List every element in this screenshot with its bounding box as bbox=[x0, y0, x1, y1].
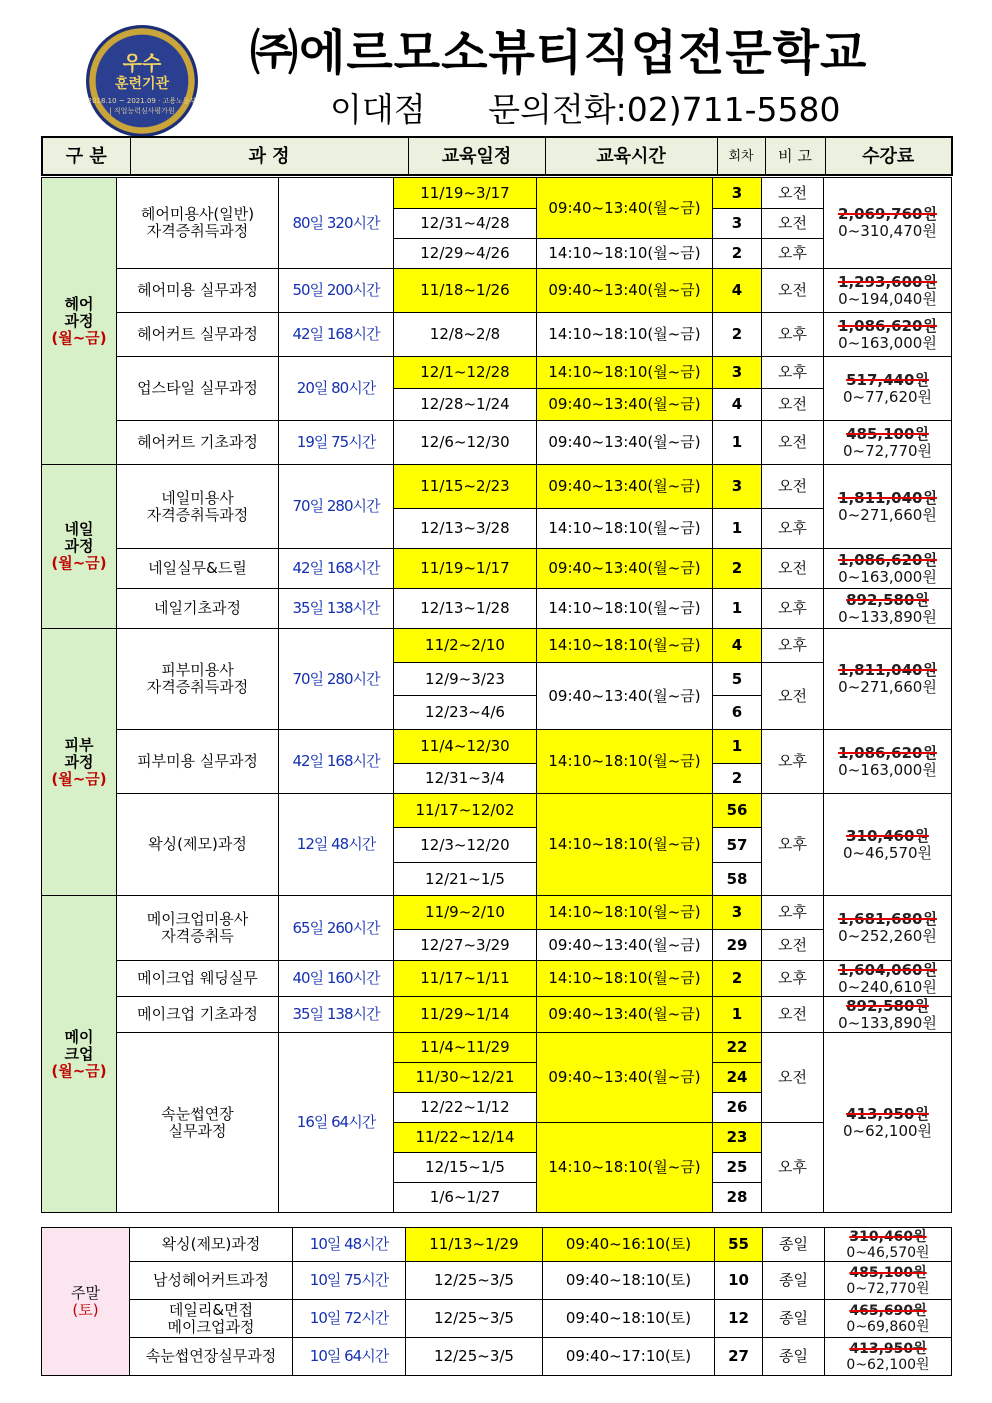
fee-cell bbox=[824, 794, 952, 896]
course-duration: 65일 260시간 bbox=[279, 896, 394, 961]
class-time: 14:10~18:10(월~금) bbox=[537, 509, 713, 549]
session-note: 오전 bbox=[762, 465, 824, 509]
col-session: 회차 bbox=[717, 137, 765, 175]
session-number: 1 bbox=[713, 589, 762, 629]
schedule-date: 11/30~12/21 bbox=[394, 1063, 537, 1093]
schedule-date: 11/4~11/29 bbox=[394, 1033, 537, 1063]
course-duration: 35일 138시간 bbox=[279, 997, 394, 1033]
badge-line1: 우수 bbox=[122, 51, 162, 75]
course-duration: 19일 75시간 bbox=[279, 421, 394, 465]
schedule-date: 12/3~12/20 bbox=[394, 828, 537, 863]
course-name: 피부미용사 자격증취득과정 bbox=[117, 629, 279, 730]
session-number: 29 bbox=[713, 930, 762, 961]
course-name: 데일리&면접 메이크업과정 bbox=[130, 1300, 293, 1338]
schedule-date: 12/8~2/8 bbox=[394, 313, 537, 357]
original-fee: 465,690원 bbox=[849, 1302, 927, 1319]
course-duration: 20일 80시간 bbox=[279, 357, 394, 421]
session-note: 오후 bbox=[762, 896, 824, 930]
original-fee: 310,460원 bbox=[846, 826, 929, 845]
session-note: 오후 bbox=[762, 961, 824, 997]
subsidized-fee: 0~240,610원 bbox=[838, 977, 937, 996]
session-number: 5 bbox=[713, 663, 762, 696]
session-note: 오후 bbox=[762, 239, 824, 269]
subsidized-fee: 0~46,570원 bbox=[842, 843, 933, 862]
schedule-date: 12/15~1/5 bbox=[394, 1153, 537, 1183]
excellent-training-badge bbox=[86, 25, 198, 137]
category-name: 피부 bbox=[64, 735, 94, 754]
school-title: ㈜에르모소뷰티직업전문학교 bbox=[250, 25, 868, 81]
fee-cell bbox=[824, 896, 952, 961]
class-time: 09:40~13:40(월~금) bbox=[537, 269, 713, 313]
class-time: 09:40~13:40(월~금) bbox=[537, 997, 713, 1033]
table-row bbox=[42, 357, 952, 389]
category-days: (월~금) bbox=[51, 328, 107, 347]
fee-cell bbox=[825, 1262, 952, 1300]
original-fee: 413,950원 bbox=[849, 1340, 927, 1357]
session-note: 오후 bbox=[762, 730, 824, 794]
session-number: 10 bbox=[715, 1262, 763, 1300]
session-number: 2 bbox=[713, 549, 762, 589]
original-fee: 1,086,620원 bbox=[838, 316, 937, 335]
phone-number: 문의전화:02)711-5580 bbox=[488, 90, 841, 129]
session-note: 오후 bbox=[762, 629, 824, 663]
session-note: 오전 bbox=[762, 930, 824, 961]
table-row bbox=[42, 269, 952, 313]
category-name-2: 과정 bbox=[64, 537, 94, 555]
class-time: 14:10~18:10(월~금) bbox=[537, 313, 713, 357]
session-number: 57 bbox=[713, 828, 762, 863]
session-number: 26 bbox=[713, 1093, 762, 1123]
table-row bbox=[42, 1033, 952, 1063]
schedule-date: 11/19~3/17 bbox=[394, 178, 537, 209]
subsidized-fee: 0~72,770원 bbox=[842, 441, 933, 460]
subsidized-fee: 0~163,000원 bbox=[838, 567, 937, 586]
category-name-2: 과정 bbox=[64, 311, 94, 330]
subsidized-fee: 0~194,040원 bbox=[838, 289, 937, 308]
subsidized-fee: 0~271,660원 bbox=[838, 505, 937, 524]
session-note: 오전 bbox=[762, 549, 824, 589]
course-name: 남성헤어커트과정 bbox=[130, 1262, 293, 1300]
fee-cell bbox=[824, 997, 952, 1033]
col-time: 교육시간 bbox=[545, 137, 717, 175]
session-note: 오후 bbox=[762, 1123, 824, 1213]
class-time: 14:10~18:10(월~금) bbox=[537, 794, 713, 896]
schedule-date: 12/25~3/5 bbox=[406, 1338, 543, 1376]
category-days: (월~금) bbox=[51, 769, 107, 788]
schedule-date: 12/25~3/5 bbox=[406, 1300, 543, 1338]
session-number: 6 bbox=[713, 696, 762, 730]
fee-cell bbox=[824, 178, 952, 269]
original-fee: 1,681,680원 bbox=[838, 910, 937, 928]
session-number: 3 bbox=[713, 178, 762, 209]
table-row bbox=[42, 1262, 952, 1300]
session-note: 오전 bbox=[762, 1033, 824, 1123]
session-number: 28 bbox=[713, 1183, 762, 1213]
original-fee: 892,580원 bbox=[846, 996, 929, 1015]
fee-cell bbox=[824, 961, 952, 997]
schedule-date: 12/31~4/28 bbox=[394, 209, 537, 239]
table-row bbox=[42, 961, 952, 997]
session-note: 종일 bbox=[763, 1300, 825, 1338]
course-duration: 10일 48시간 bbox=[293, 1228, 406, 1262]
schedule-date: 12/21~1/5 bbox=[394, 863, 537, 896]
table-row bbox=[42, 730, 952, 764]
schedule-date: 12/1~12/28 bbox=[394, 357, 537, 389]
table-row bbox=[42, 629, 952, 663]
schedule-date: 12/22~1/12 bbox=[394, 1093, 537, 1123]
session-note: 오전 bbox=[762, 389, 824, 421]
category-name-2: 과정 bbox=[64, 752, 94, 771]
subsidized-fee: 0~310,470원 bbox=[838, 222, 937, 240]
table-row bbox=[42, 589, 952, 629]
session-number: 4 bbox=[713, 629, 762, 663]
table-row bbox=[42, 465, 952, 509]
schedule-date: 12/9~3/23 bbox=[394, 663, 537, 696]
original-fee: 1,293,600원 bbox=[838, 272, 937, 291]
course-name: 속눈썹연장실무과정 bbox=[130, 1338, 293, 1376]
schedule-date: 11/13~1/29 bbox=[406, 1228, 543, 1262]
class-time: 14:10~18:10(월~금) bbox=[537, 1123, 713, 1213]
session-number: 55 bbox=[715, 1228, 763, 1262]
category-name: 헤어 bbox=[64, 294, 94, 313]
table-row bbox=[42, 178, 952, 209]
original-fee: 2,069,760원 bbox=[838, 205, 937, 223]
session-number: 3 bbox=[713, 465, 762, 509]
subsidized-fee: 0~163,000원 bbox=[838, 760, 937, 779]
class-time: 09:40~13:40(월~금) bbox=[537, 1033, 713, 1123]
fee-cell bbox=[824, 1033, 952, 1213]
original-fee: 1,811,040원 bbox=[838, 488, 937, 507]
course-duration: 35일 138시간 bbox=[279, 589, 394, 629]
course-name: 왁싱(제모)과정 bbox=[130, 1228, 293, 1262]
course-duration: 16일 64시간 bbox=[279, 1033, 394, 1213]
weekend-category-cell bbox=[42, 1228, 130, 1376]
original-fee: 1,086,620원 bbox=[838, 743, 937, 762]
course-name: 네일실무&드릴 bbox=[117, 549, 279, 589]
table-row bbox=[42, 1338, 952, 1376]
schedule-date: 11/17~1/11 bbox=[394, 961, 537, 997]
original-fee: 1,811,040원 bbox=[838, 661, 937, 679]
col-category: 구 분 bbox=[42, 137, 130, 175]
session-note: 오전 bbox=[762, 209, 824, 239]
original-fee: 1,086,620원 bbox=[838, 550, 937, 569]
schedule-date: 12/13~3/28 bbox=[394, 509, 537, 549]
session-number: 22 bbox=[713, 1033, 762, 1063]
course-name: 피부미용 실무과정 bbox=[117, 730, 279, 794]
schedule-date: 11/2~2/10 bbox=[394, 629, 537, 663]
table-row bbox=[42, 1300, 952, 1338]
session-number: 3 bbox=[713, 896, 762, 930]
session-number: 1 bbox=[713, 509, 762, 549]
schedule-date: 11/9~2/10 bbox=[394, 896, 537, 930]
original-fee: 485,100원 bbox=[849, 1264, 927, 1281]
schedule-date: 12/6~12/30 bbox=[394, 421, 537, 465]
session-number: 2 bbox=[713, 239, 762, 269]
col-schedule: 교육일정 bbox=[408, 137, 545, 175]
schedule-date: 12/28~1/24 bbox=[394, 389, 537, 421]
session-note: 오전 bbox=[762, 663, 824, 730]
course-duration: 40일 160시간 bbox=[279, 961, 394, 997]
subsidized-fee: 0~133,890원 bbox=[838, 1013, 937, 1032]
class-time: 14:10~18:10(월~금) bbox=[537, 239, 713, 269]
class-time: 09:40~13:40(월~금) bbox=[537, 178, 713, 239]
table-row bbox=[42, 549, 952, 589]
col-note: 비 고 bbox=[765, 137, 825, 175]
session-note: 종일 bbox=[763, 1338, 825, 1376]
session-number: 3 bbox=[713, 357, 762, 389]
table-row bbox=[42, 997, 952, 1033]
course-name: 왁싱(제모)과정 bbox=[117, 794, 279, 896]
class-time: 14:10~18:10(월~금) bbox=[537, 730, 713, 794]
column-header-table bbox=[41, 136, 953, 176]
table-row bbox=[42, 421, 952, 465]
class-time: 14:10~18:10(월~금) bbox=[537, 896, 713, 930]
category-cell bbox=[42, 178, 117, 465]
subsidized-fee: 0~72,770원 bbox=[846, 1280, 930, 1297]
course-duration: 42일 168시간 bbox=[279, 549, 394, 589]
schedule-date: 12/31~3/4 bbox=[394, 764, 537, 794]
session-number: 56 bbox=[713, 794, 762, 828]
branch-name: 이대점 bbox=[330, 90, 426, 129]
table-row bbox=[42, 794, 952, 828]
category-name-2: 크업 bbox=[64, 1044, 94, 1063]
course-name: 헤어커트 기초과정 bbox=[117, 421, 279, 465]
session-number: 23 bbox=[713, 1123, 762, 1153]
original-fee: 892,580원 bbox=[846, 590, 929, 609]
course-duration: 10일 75시간 bbox=[293, 1262, 406, 1300]
schedule-date: 11/19~1/17 bbox=[394, 549, 537, 589]
subsidized-fee: 0~62,100원 bbox=[842, 1121, 933, 1140]
class-time: 09:40~13:40(월~금) bbox=[537, 930, 713, 961]
session-number: 12 bbox=[715, 1300, 763, 1338]
subsidized-fee: 0~46,570원 bbox=[846, 1244, 930, 1261]
session-number: 1 bbox=[713, 997, 762, 1033]
col-course: 과 정 bbox=[130, 137, 408, 175]
weekday-course-table bbox=[41, 177, 952, 1213]
fee-cell bbox=[824, 421, 952, 465]
fee-cell bbox=[825, 1228, 952, 1262]
table-row bbox=[42, 896, 952, 930]
subsidized-fee: 0~133,890원 bbox=[838, 607, 937, 626]
class-time: 09:40~17:10(토) bbox=[543, 1338, 715, 1376]
course-name: 네일미용사 자격증취득과정 bbox=[117, 465, 279, 549]
schedule-date: 1/6~1/27 bbox=[394, 1183, 537, 1213]
fee-cell bbox=[825, 1338, 952, 1376]
session-note: 오전 bbox=[762, 178, 824, 209]
class-time: 14:10~18:10(월~금) bbox=[537, 961, 713, 997]
fee-cell bbox=[825, 1300, 952, 1338]
schedule-date: 12/29~4/26 bbox=[394, 239, 537, 269]
course-name: 메이크업 기초과정 bbox=[117, 997, 279, 1033]
original-fee: 310,460원 bbox=[849, 1228, 927, 1245]
class-time: 09:40~13:40(월~금) bbox=[537, 389, 713, 421]
session-number: 1 bbox=[713, 421, 762, 465]
session-number: 2 bbox=[713, 313, 762, 357]
schedule-date: 11/22~12/14 bbox=[394, 1123, 537, 1153]
course-name: 메이크업미용사 자격증취득 bbox=[117, 896, 279, 961]
course-name: 네일기초과정 bbox=[117, 589, 279, 629]
course-name: 속눈썹연장 실무과정 bbox=[117, 1033, 279, 1213]
table-row bbox=[42, 313, 952, 357]
subsidized-fee: 0~69,860원 bbox=[846, 1318, 930, 1335]
original-fee: 485,100원 bbox=[846, 424, 929, 443]
original-fee: 413,950원 bbox=[846, 1104, 929, 1123]
category-name: 네일 bbox=[64, 520, 94, 538]
fee-cell bbox=[824, 549, 952, 589]
session-note: 종일 bbox=[763, 1262, 825, 1300]
schedule-date: 12/23~4/6 bbox=[394, 696, 537, 730]
class-time: 14:10~18:10(월~금) bbox=[537, 629, 713, 663]
course-name: 메이크업 웨딩실무 bbox=[117, 961, 279, 997]
fee-cell bbox=[824, 730, 952, 794]
schedule-date: 12/13~1/28 bbox=[394, 589, 537, 629]
course-duration: 10일 72시간 bbox=[293, 1300, 406, 1338]
category-cell bbox=[42, 896, 117, 1213]
session-note: 오후 bbox=[762, 313, 824, 357]
session-number: 1 bbox=[713, 730, 762, 764]
course-duration: 80일 320시간 bbox=[279, 178, 394, 269]
branch-info bbox=[330, 84, 893, 131]
course-name: 헤어미용사(일반) 자격증취득과정 bbox=[117, 178, 279, 269]
class-time: 09:40~18:10(토) bbox=[543, 1300, 715, 1338]
subsidized-fee: 0~271,660원 bbox=[838, 678, 937, 696]
session-note: 오후 bbox=[762, 509, 824, 549]
subsidized-fee: 0~77,620원 bbox=[842, 387, 933, 406]
original-fee: 517,440원 bbox=[846, 370, 929, 389]
course-name: 헤어미용 실무과정 bbox=[117, 269, 279, 313]
class-time: 14:10~18:10(월~금) bbox=[537, 357, 713, 389]
weekend-course-table bbox=[41, 1227, 952, 1376]
session-number: 25 bbox=[713, 1153, 762, 1183]
class-time: 09:40~13:40(월~금) bbox=[537, 465, 713, 509]
fee-cell bbox=[824, 357, 952, 421]
category-name: 주말 bbox=[71, 1283, 100, 1302]
original-fee: 1,604,060원 bbox=[838, 960, 937, 979]
category-days: (월~금) bbox=[51, 1061, 107, 1080]
course-duration: 10일 64시간 bbox=[293, 1338, 406, 1376]
subsidized-fee: 0~252,260원 bbox=[838, 927, 937, 945]
session-number: 24 bbox=[713, 1063, 762, 1093]
session-number: 4 bbox=[713, 269, 762, 313]
class-time: 09:40~18:10(토) bbox=[543, 1262, 715, 1300]
course-duration: 50일 200시간 bbox=[279, 269, 394, 313]
category-cell bbox=[42, 465, 117, 629]
class-time: 14:10~18:10(월~금) bbox=[537, 589, 713, 629]
class-time: 09:40~16:10(토) bbox=[543, 1228, 715, 1262]
class-time: 09:40~13:40(월~금) bbox=[537, 421, 713, 465]
course-duration: 12일 48시간 bbox=[279, 794, 394, 896]
badge-line2: 훈련기관 bbox=[114, 76, 170, 92]
fee-cell bbox=[824, 313, 952, 357]
category-cell bbox=[42, 629, 117, 896]
category-name: 메이 bbox=[64, 1027, 94, 1046]
schedule-date: 11/4~12/30 bbox=[394, 730, 537, 764]
session-note: 오후 bbox=[762, 589, 824, 629]
col-fee: 수강료 bbox=[825, 137, 952, 175]
session-note: 오전 bbox=[762, 997, 824, 1033]
schedule-date: 11/15~2/23 bbox=[394, 465, 537, 509]
session-note: 오후 bbox=[762, 794, 824, 896]
badge-line3: 2018.10 ~ 2021.09 · 고용노동부 | 직업능력심사평가원 bbox=[87, 97, 197, 115]
session-number: 3 bbox=[713, 209, 762, 239]
schedule-date: 12/27~3/29 bbox=[394, 930, 537, 961]
course-duration: 70일 280시간 bbox=[279, 629, 394, 730]
course-duration: 42일 168시간 bbox=[279, 730, 394, 794]
session-note: 오전 bbox=[762, 269, 824, 313]
fee-cell bbox=[824, 269, 952, 313]
schedule-date: 12/25~3/5 bbox=[406, 1262, 543, 1300]
course-duration: 42일 168시간 bbox=[279, 313, 394, 357]
session-number: 58 bbox=[713, 863, 762, 896]
table-row bbox=[42, 1228, 952, 1262]
fee-cell bbox=[824, 629, 952, 730]
subsidized-fee: 0~163,000원 bbox=[838, 333, 937, 352]
subsidized-fee: 0~62,100원 bbox=[846, 1356, 930, 1373]
session-number: 27 bbox=[715, 1338, 763, 1376]
schedule-date: 11/18~1/26 bbox=[394, 269, 537, 313]
course-name: 업스타일 실무과정 bbox=[117, 357, 279, 421]
category-days: (월~금) bbox=[51, 554, 107, 572]
course-name: 헤어커트 실무과정 bbox=[117, 313, 279, 357]
category-days: (토) bbox=[72, 1300, 99, 1319]
session-note: 종일 bbox=[763, 1228, 825, 1262]
fee-cell bbox=[824, 589, 952, 629]
session-number: 2 bbox=[713, 764, 762, 794]
session-number: 2 bbox=[713, 961, 762, 997]
session-note: 오전 bbox=[762, 421, 824, 465]
fee-cell bbox=[824, 465, 952, 549]
session-note: 오후 bbox=[762, 357, 824, 389]
schedule-date: 11/17~12/02 bbox=[394, 794, 537, 828]
session-number: 4 bbox=[713, 389, 762, 421]
course-duration: 70일 280시간 bbox=[279, 465, 394, 549]
class-time: 09:40~13:40(월~금) bbox=[537, 549, 713, 589]
class-time: 09:40~13:40(월~금) bbox=[537, 663, 713, 730]
schedule-date: 11/29~1/14 bbox=[394, 997, 537, 1033]
